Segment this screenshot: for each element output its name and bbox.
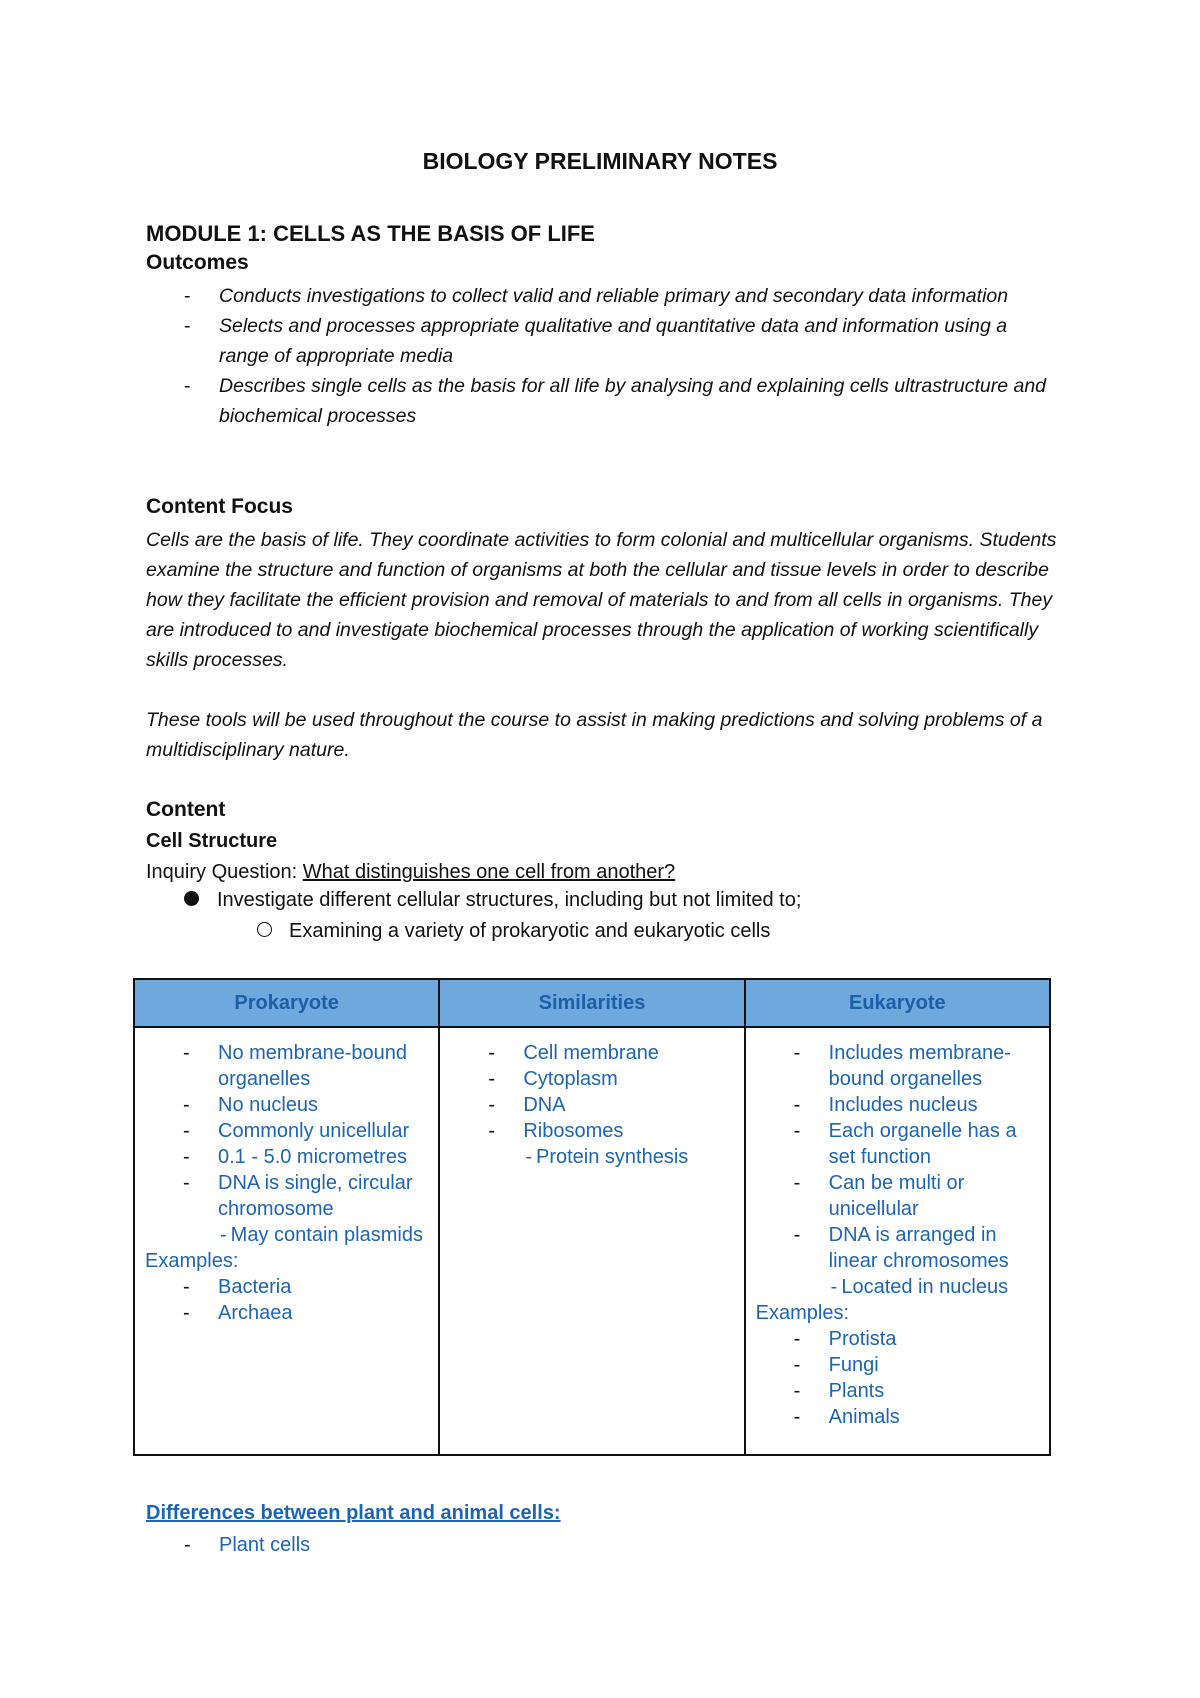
cell-structure-heading: Cell Structure xyxy=(146,830,278,852)
examples-label: Examples: xyxy=(145,1250,239,1272)
list-item: - Protista xyxy=(793,1328,897,1350)
document-title: BIOLOGY PRELIMINARY NOTES xyxy=(422,148,778,174)
inquiry-question: Inquiry Question: What distinguishes one cell from another? xyxy=(146,861,676,883)
header-similarities: Similarities xyxy=(439,979,744,1027)
outcomes-heading: Outcomes xyxy=(146,251,249,274)
list-item: - Ribosomes xyxy=(488,1120,624,1142)
list-item: - Fungi xyxy=(793,1354,879,1376)
similarities-cell xyxy=(439,1027,744,1455)
module-heading: MODULE 1: CELLS AS THE BASIS OF LIFE xyxy=(146,221,595,246)
content-heading: Content xyxy=(146,798,226,821)
header-eukaryote: Eukaryote xyxy=(745,979,1050,1027)
outcome-item: - Selects and processes appropriate qualitative and quantitative data and information using a range of appropriate media xyxy=(184,315,1008,367)
bullet-item: Investigate different cellular structures, including but not limited to; xyxy=(184,889,801,912)
eukaryote-cell xyxy=(745,1027,1050,1455)
sub-bullet-item: Examining a variety of prokaryotic and eukaryotic cells xyxy=(257,920,770,943)
bullet-icon xyxy=(184,891,199,906)
list-item: - Commonly unicellular xyxy=(183,1120,410,1142)
list-item: - DNA is single, circular chromosome xyxy=(183,1172,413,1220)
list-item: - 0.1 - 5.0 micrometres xyxy=(183,1146,407,1168)
list-item: - Each organelle has a set function xyxy=(793,1120,1017,1168)
list-item: - DNA xyxy=(488,1094,566,1116)
list-item: - Cytoplasm xyxy=(488,1068,618,1090)
list-item: - Cell membrane xyxy=(488,1042,659,1064)
list-item: - Plant cells xyxy=(184,1534,311,1556)
list-item: - DNA is arranged in linear chromosomes xyxy=(793,1224,1009,1272)
outcome-item: - Describes single cells as the basis for all life by analysing and explaining cells ultrastructure and biochemical processes xyxy=(184,375,1047,427)
content-focus-paragraph: Cells are the basis of life. They coordinate activities to form colonial and multicellular organisms. Students examine the structure and function of organisms at both the cellular and tissue levels in order to describe how they facilitate the efficient provision and removal of materials to and from all cells in organisms. They are introduced to and investigate biochemical processes through the application of working scientifically skills processes. xyxy=(146,529,1057,671)
table-header-row xyxy=(134,979,1050,1027)
examples-label: Examples: xyxy=(755,1302,850,1324)
outcome-item: - Conducts investigations to collect valid and reliable primary and secondary data information xyxy=(184,285,1009,307)
table-row xyxy=(134,1027,1050,1455)
prokaryote-cell xyxy=(134,1027,439,1455)
differences-heading: Differences between plant and animal cells: xyxy=(146,1502,561,1524)
cell-comparison-table xyxy=(133,978,1051,1456)
list-item: - Animals xyxy=(793,1406,900,1428)
list-item: - Can be multi or unicellular xyxy=(793,1172,965,1220)
list-item: - No nucleus xyxy=(183,1094,319,1116)
list-item: - Plants xyxy=(793,1380,885,1402)
header-prokaryote: Prokaryote xyxy=(134,979,439,1027)
list-item: - Bacteria xyxy=(183,1276,292,1298)
outcomes-list xyxy=(146,281,1046,431)
list-item: - Archaea xyxy=(183,1302,293,1324)
circle-bullet-icon xyxy=(257,922,272,937)
sub-list-item: - Protein synthesis xyxy=(525,1146,689,1168)
list-item: - No membrane-bound organelles xyxy=(183,1042,407,1090)
list-item: - Includes membrane-bound organelles xyxy=(793,1042,1011,1090)
sub-list-item: - May contain plasmids xyxy=(220,1224,423,1246)
sub-list-item: - Located in nucleus xyxy=(830,1276,1009,1298)
content-focus-heading: Content Focus xyxy=(146,495,293,518)
list-item: - Includes nucleus xyxy=(793,1094,978,1116)
content-focus-paragraph-2: These tools will be used throughout the course to assist in making predictions and solving problems of a multidisciplinary nature. xyxy=(146,709,1043,761)
